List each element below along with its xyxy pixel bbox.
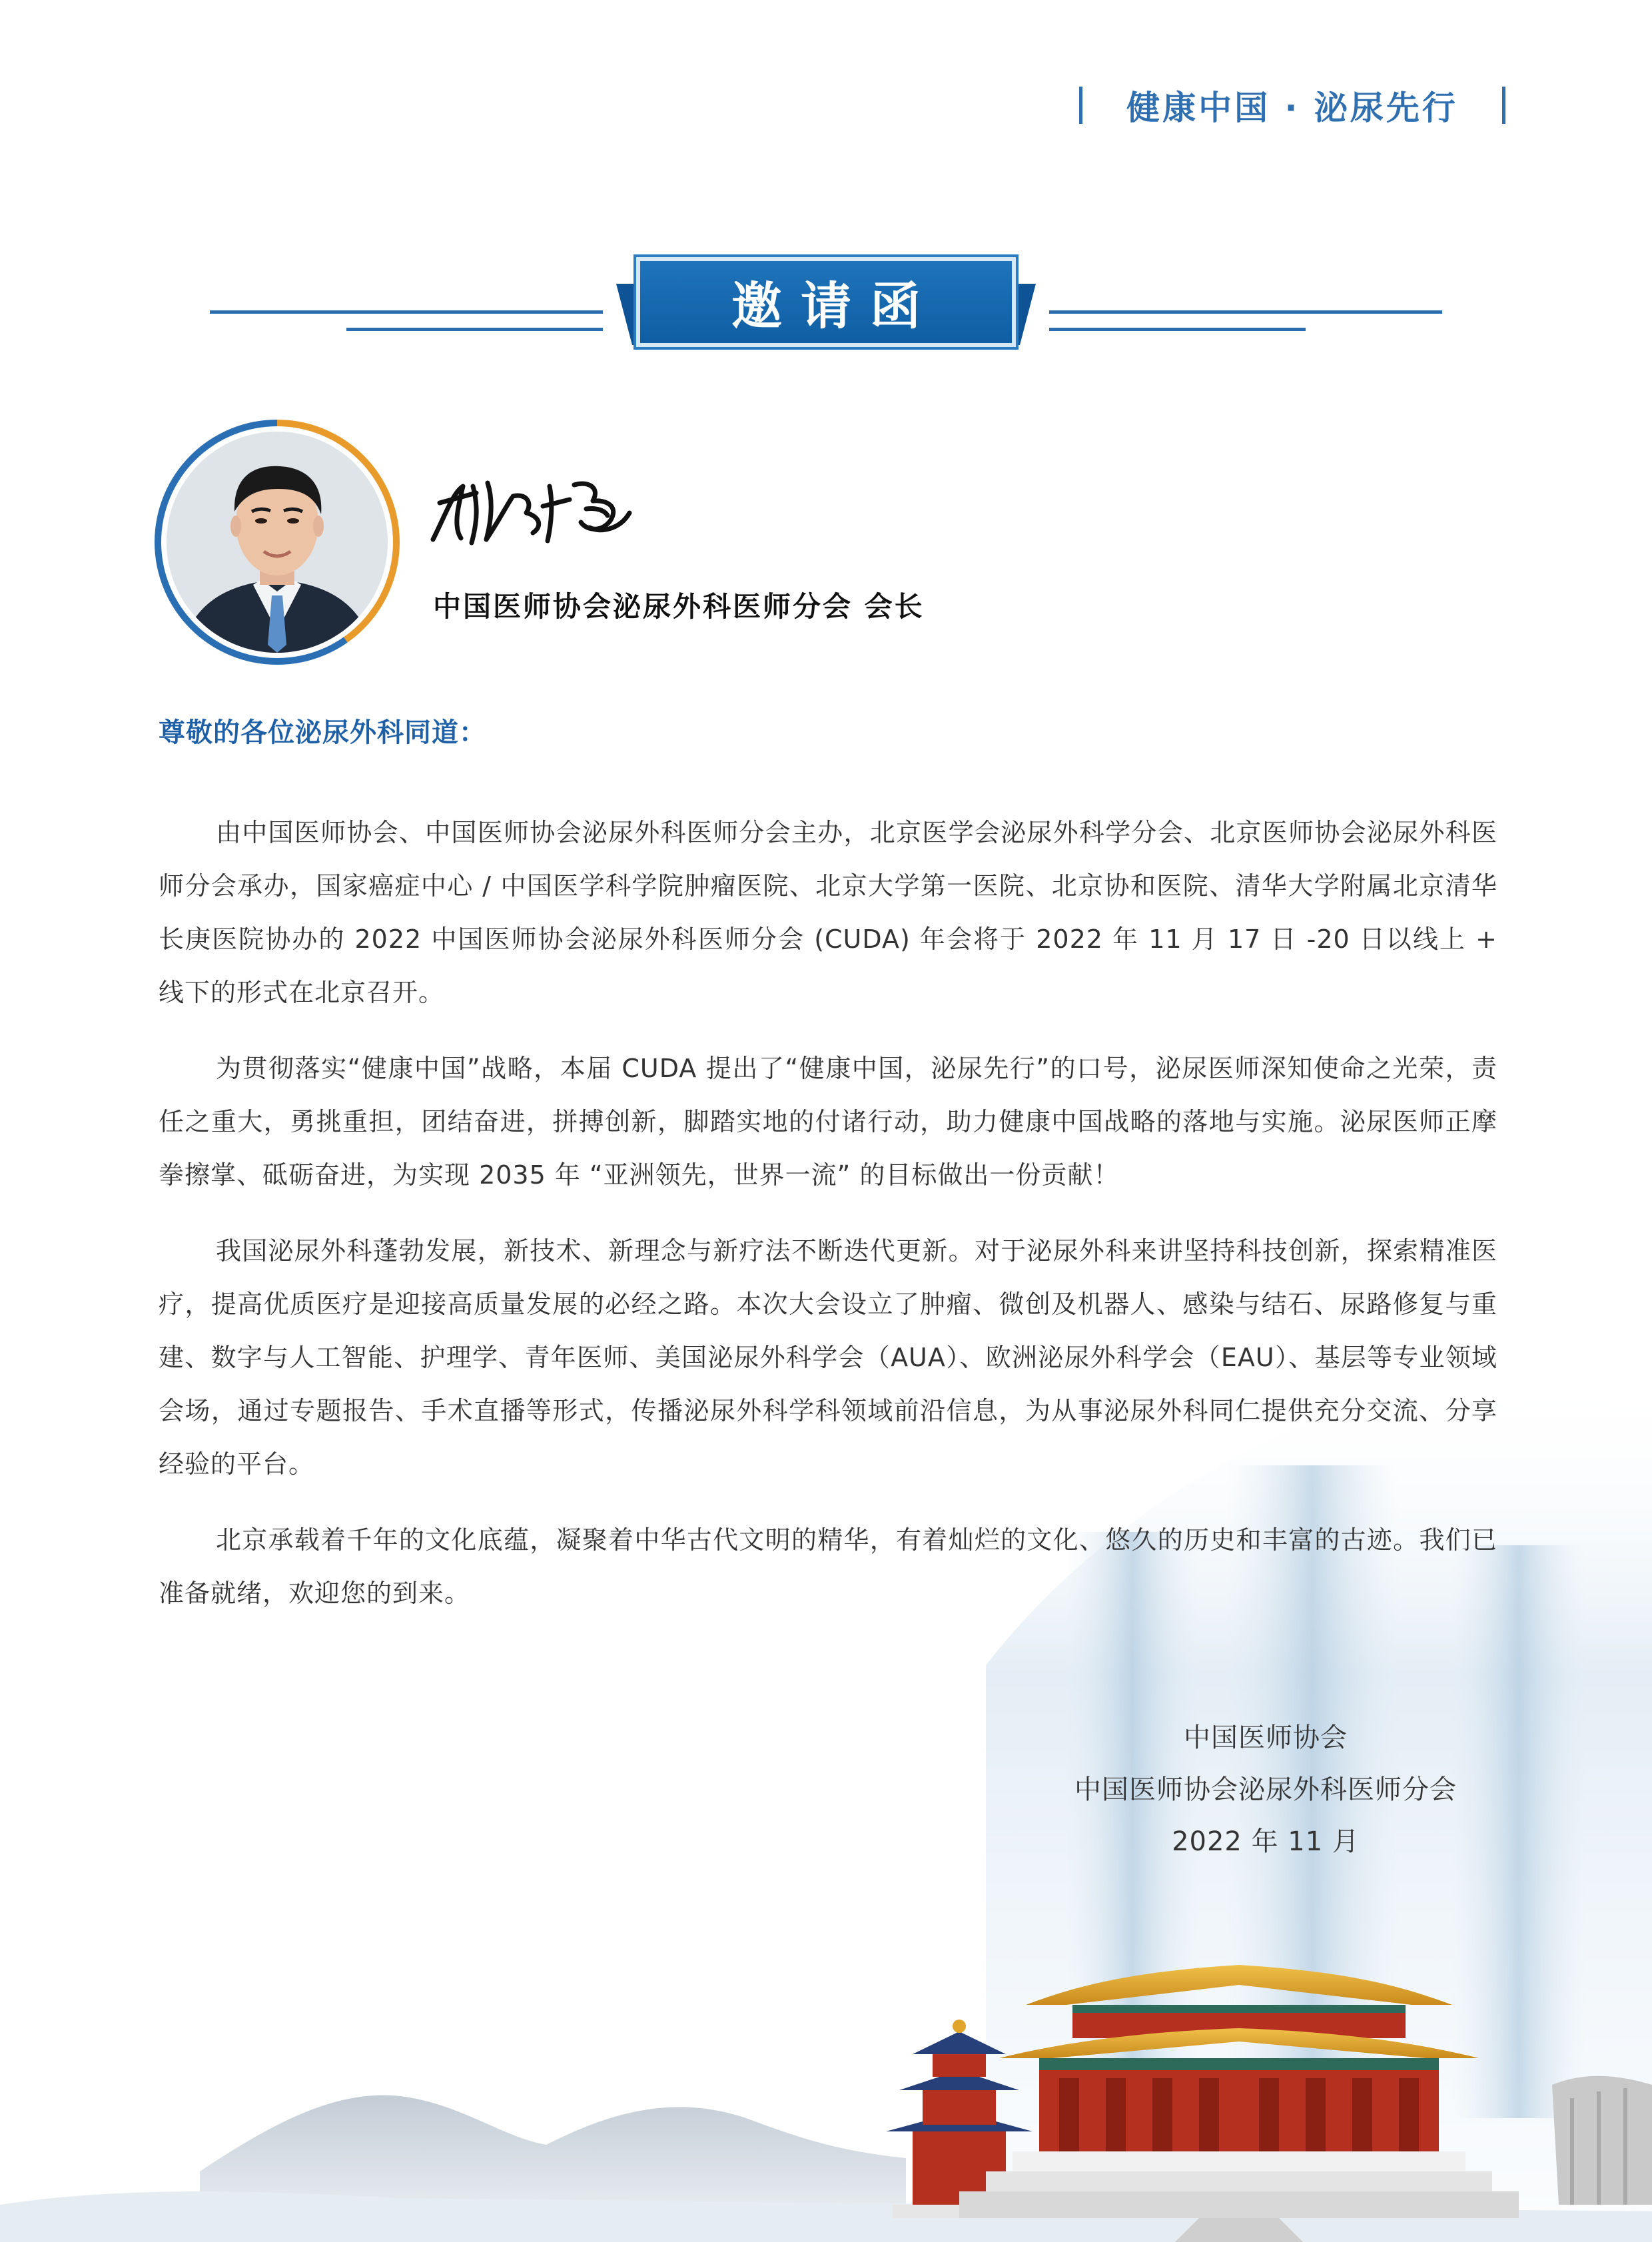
avatar <box>155 420 400 665</box>
closing-date: 2022 年 11 月 <box>1172 1826 1360 1857</box>
letter-paragraph-1: 由中国医师协会、中国医师协会泌尿外科医师分会主办，北京医学会泌尿外科学分会、北京医师协会泌尿外科医师分会承办，国家癌症中心 / 中国医学科学院肿瘤医院、北京大学第一医院、北京协和医院、清华大学附属北京清华长庚医院协办的 2022 中国医师协会泌尿外科医师分会 (CUDA) 年会将于 2022 年 11 月 17 日 -20 日以线上 + 线下的形式在北京召开。 <box>159 818 1497 1007</box>
letter-paragraph-4: 北京承载着千年的文化底蕴，凝聚着中华古代文明的精华，有着灿烂的文化、悠久的历史和丰富的古迹。我们已准备就绪，欢迎您的到来。 <box>159 1525 1497 1608</box>
letter-body <box>159 806 1497 1643</box>
title-rule-left-top <box>210 310 603 314</box>
title-rule-left-bottom <box>346 328 603 331</box>
forbidden-city-illustration-icon <box>0 1918 1652 2242</box>
closing-block <box>1039 1712 1492 1868</box>
title-box <box>636 257 1016 347</box>
closing-org-2: 中国医师协会泌尿外科医师分会 <box>1074 1774 1457 1805</box>
handwritten-signature-icon <box>426 466 639 553</box>
letter-paragraph-3: 我国泌尿外科蓬勃发展，新技术、新理念与新疗法不断迭代更新。对于泌尿外科来讲坚持科技创新，探索精准医疗，提高优质医疗是迎接高质量发展的必经之路。本次大会设立了肿瘤、微创及机器人、感染与结石、尿路修复与重建、数字与人工智能、护理学、青年医师、美国泌尿外科学会（AUA）、欧洲泌尿外科学会（EAU）、基层等专业领域会场，通过专题报告、手术直播等形式，传播泌尿外科学科领域前沿信息，为从事泌尿外科同仁提供充分交流、分享经验的平台。 <box>159 1236 1497 1479</box>
slogan-right-bar <box>1502 87 1505 124</box>
page-title: 邀请函 <box>731 276 939 336</box>
portrait-photo-icon <box>167 432 388 653</box>
title-rule-right-top <box>1049 310 1442 314</box>
header-slogan <box>1079 79 1505 132</box>
author-caption: 中国医师协会泌尿外科医师分会 会长 <box>433 590 925 623</box>
title-rule-right-bottom <box>1049 328 1306 331</box>
slogan-text: 健康中国 · 泌尿先行 <box>1126 89 1458 127</box>
slogan-left-bar <box>1079 87 1082 124</box>
letter-paragraph-2: 为贯彻落实“健康中国”战略，本届 CUDA 提出了“健康中国，泌尿先行”的口号，泌尿医师深知使命之光荣，责任之重大，勇挑重担，团结奋进，拼搏创新，脚踏实地的付诸行动，助力健康中国战略的落地与实施。泌尿医师正摩拳擦掌、砥砺奋进，为实现 2035 年 “亚洲领先，世界一流” 的目标做出一份贡献！ <box>159 1054 1497 1190</box>
title-banner <box>0 252 1652 352</box>
letter-greeting: 尊敬的各位泌尿外科同道： <box>159 717 486 748</box>
closing-org-1: 中国医师协会 <box>1184 1722 1348 1753</box>
